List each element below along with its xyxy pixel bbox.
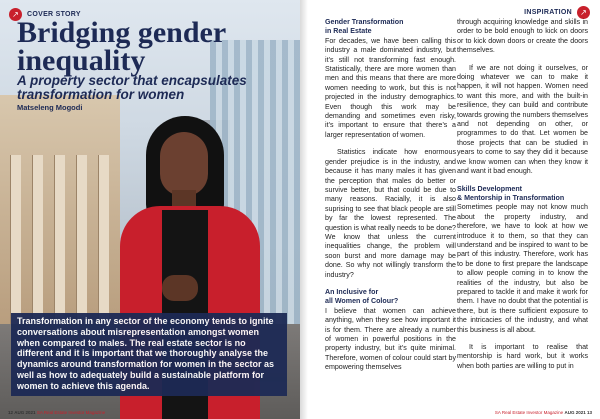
building-column [32, 155, 43, 325]
portrait-face [160, 132, 208, 196]
author-byline: Matseleng Mogodi [17, 103, 83, 112]
magazine-name: SA Real Estate Investor Magazine [494, 410, 564, 415]
subhead: all Women of Colour? [325, 297, 399, 306]
issue-date: AUG 2021 [564, 410, 586, 415]
paragraph: It is important to realise that mentorship is hard work, but it works when both parties are willing to put in [457, 343, 588, 370]
issue-date: AUG 2021 [14, 410, 36, 415]
paragraph: Statistics indicate how enormous gender prejudice is in the industry, and because it has many males it has given the perception that males do better or survive better, but that could be due to many reasons. Racially, it is also suprising to see that black people are still by far the lowest represented. The question is what really needs to be done? We know that unless the current inequalities change, the problem will soon burst and more damage may be done. So why not willingly transform the industry? [325, 148, 456, 279]
page-number: 12 [8, 410, 14, 415]
subhead: in Real Estate [325, 27, 372, 36]
paragraph: Sometimes people may not know much about the property industry, and therefore, we have to look at how we introduce it to them, so that they can understand and be inspired to want to be part of this industry. Therefore, work has to be done to first prepare the landscape to allow people coming in to know the realities of the industry, but also be prepared to tackle it and make it work for them. I have no doubt that the potential is there, but is there sufficient exposure to the intricacies of the industry, and what this business is all about. [457, 203, 588, 334]
intro-box: Transformation in any sector of the economy tends to ignite conversations about misrepresentation amongst women when compared to males. The real estate sector is no different and it is important that we thoroughly analyse the dynamics around transformation for women in the sector as well as how to adequately build a sustainable platform for women to achieve this agenda. [11, 313, 287, 396]
subhead: Skills Development [457, 184, 523, 193]
folio-left [8, 410, 105, 415]
building-column [54, 155, 65, 325]
section-tag-label: INSPIRATION [524, 9, 572, 16]
article-column-1 [325, 18, 456, 373]
paragraph: I believe that women can achieve anything, when they see how important it is for them. There are already a number of women in powerful positions in the property industry, but it’s quite minimal. Therefore, women of colour could start by empowering themselves [325, 306, 456, 372]
paragraph: If we are not doing it ourselves, or doing whatever we can to make it happen, it will not happen. Women need to want this more, and with the built-in resilience, they can build and contribute towards growing the numbers themselves and not depending on other, or programmes to do that. Let women be those projects that can be studied in years to come to say they did it because we know women can when they know it and want it bad enough. [457, 63, 588, 176]
article-column-2 [457, 18, 588, 371]
arrow-badge-icon: ↗ [9, 8, 22, 21]
subhead: An Inclusive for [325, 287, 379, 296]
arrow-badge-icon: ↗ [577, 6, 590, 19]
paragraph: For decades, we have been calling this industry a male dominated industry, but it’s still not transforming fast enough. Statistically, there are more women than men and this means that there are more women needing to work, but this is not projected in the industry demographics. Even though this work may be demanding and sometimes even risky, it’s important to ensure that there’s a larger representation of women. [325, 36, 456, 139]
section-tag-label: COVER STORY [27, 11, 81, 18]
article-subheadline: A property sector that encapsulates transformation for women [17, 73, 247, 102]
background-building-left [0, 95, 120, 335]
subhead: & Mentorship in Transformation [457, 193, 565, 202]
article-headline: Bridging gender inequality [17, 16, 226, 77]
building-column [98, 155, 109, 325]
page-gutter-shadow [300, 0, 308, 419]
folio-right [495, 410, 592, 415]
building-column [10, 155, 21, 325]
portrait-hand [162, 275, 198, 301]
right-page [300, 0, 600, 419]
magazine-name: SA Real Estate Investor Magazine [36, 410, 106, 415]
paragraph: through acquiring knowledge and skills in order to be bold enough to kick on doors or to kick down doors or create the doors themselves. [457, 18, 588, 55]
subhead: Gender Transformation [325, 18, 404, 26]
building-column [76, 155, 87, 325]
page-number: 13 [586, 410, 592, 415]
